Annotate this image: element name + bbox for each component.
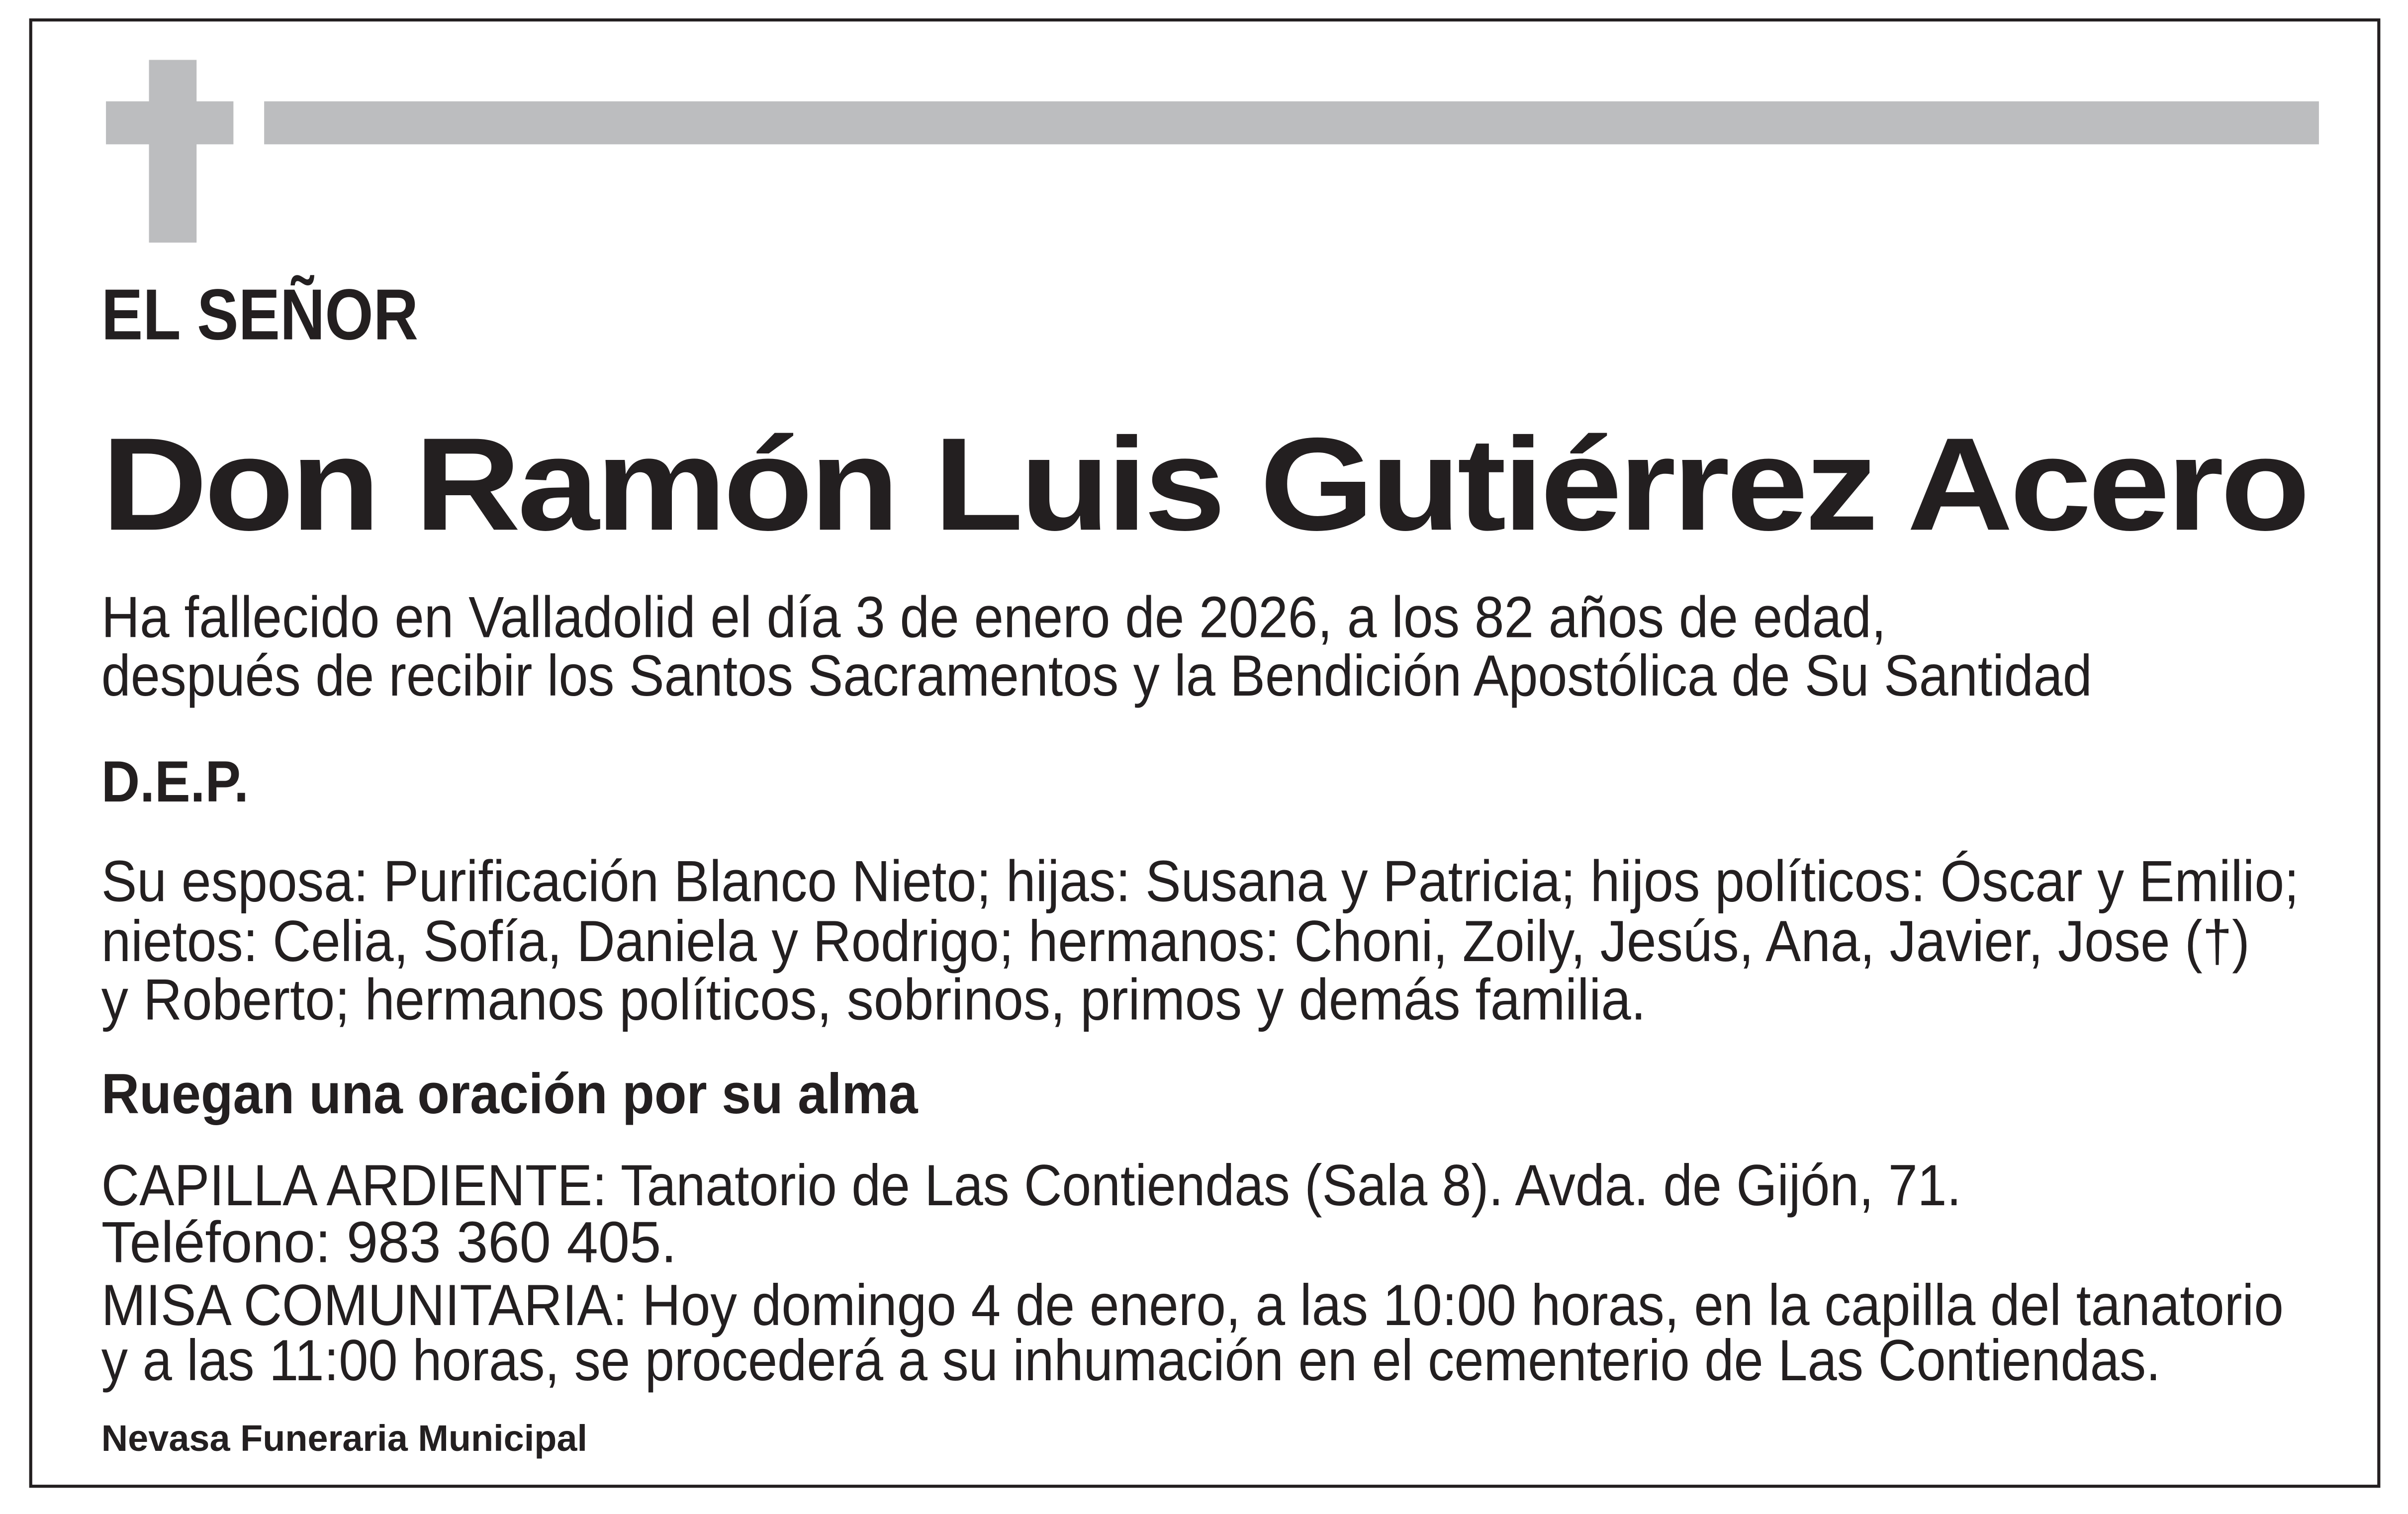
details-line: MISA COMUNITARIA: Hoy domingo 4 de enero, a las 10:00 horas, en la capilla del tanatorio bbox=[101, 1274, 2284, 1339]
details-line: Teléfono: 983 360 405. bbox=[101, 1211, 677, 1276]
deceased-name: Don Ramón Luis Gutiérrez Acero bbox=[101, 411, 2307, 559]
details-line: CAPILLA ARDIENTE: Tanatorio de Las Contiendas (Sala 8). Avda. de Gijón, 71. bbox=[101, 1155, 1961, 1219]
prayer-request: Ruegan una oración por su alma bbox=[101, 1062, 918, 1126]
announcement-line: después de recibir los Santos Sacramentos y la Bendición Apostólica de Su Santidad bbox=[101, 644, 2092, 710]
family-line: Su esposa: Purificación Blanco Nieto; hijas: Susana y Patricia; hijos políticos: Óscar y Emilio; bbox=[101, 850, 2299, 915]
details-line: y a las 11:00 horas, se procederá a su inhumación en el cementerio de Las Contiendas. bbox=[101, 1330, 2161, 1394]
family-line: nietos: Celia, Sofía, Daniela y Rodrigo; hermanos: Choni, Zoily, Jesús, Ana, Javier, Jose (†) bbox=[101, 910, 2250, 975]
header-rule bbox=[264, 101, 2319, 144]
title-prefix: EL SEÑOR bbox=[101, 273, 419, 355]
funeral-home: Nevasa Funeraria Municipal bbox=[101, 1419, 588, 1460]
announcement-line: Ha fallecido en Valladolid el día 3 de enero de 2026, a los 82 años de edad, bbox=[101, 586, 1886, 651]
family-line: y Roberto; hermanos políticos, sobrinos, primos y demás familia. bbox=[101, 969, 1646, 1034]
dep-label: D.E.P. bbox=[101, 751, 249, 815]
